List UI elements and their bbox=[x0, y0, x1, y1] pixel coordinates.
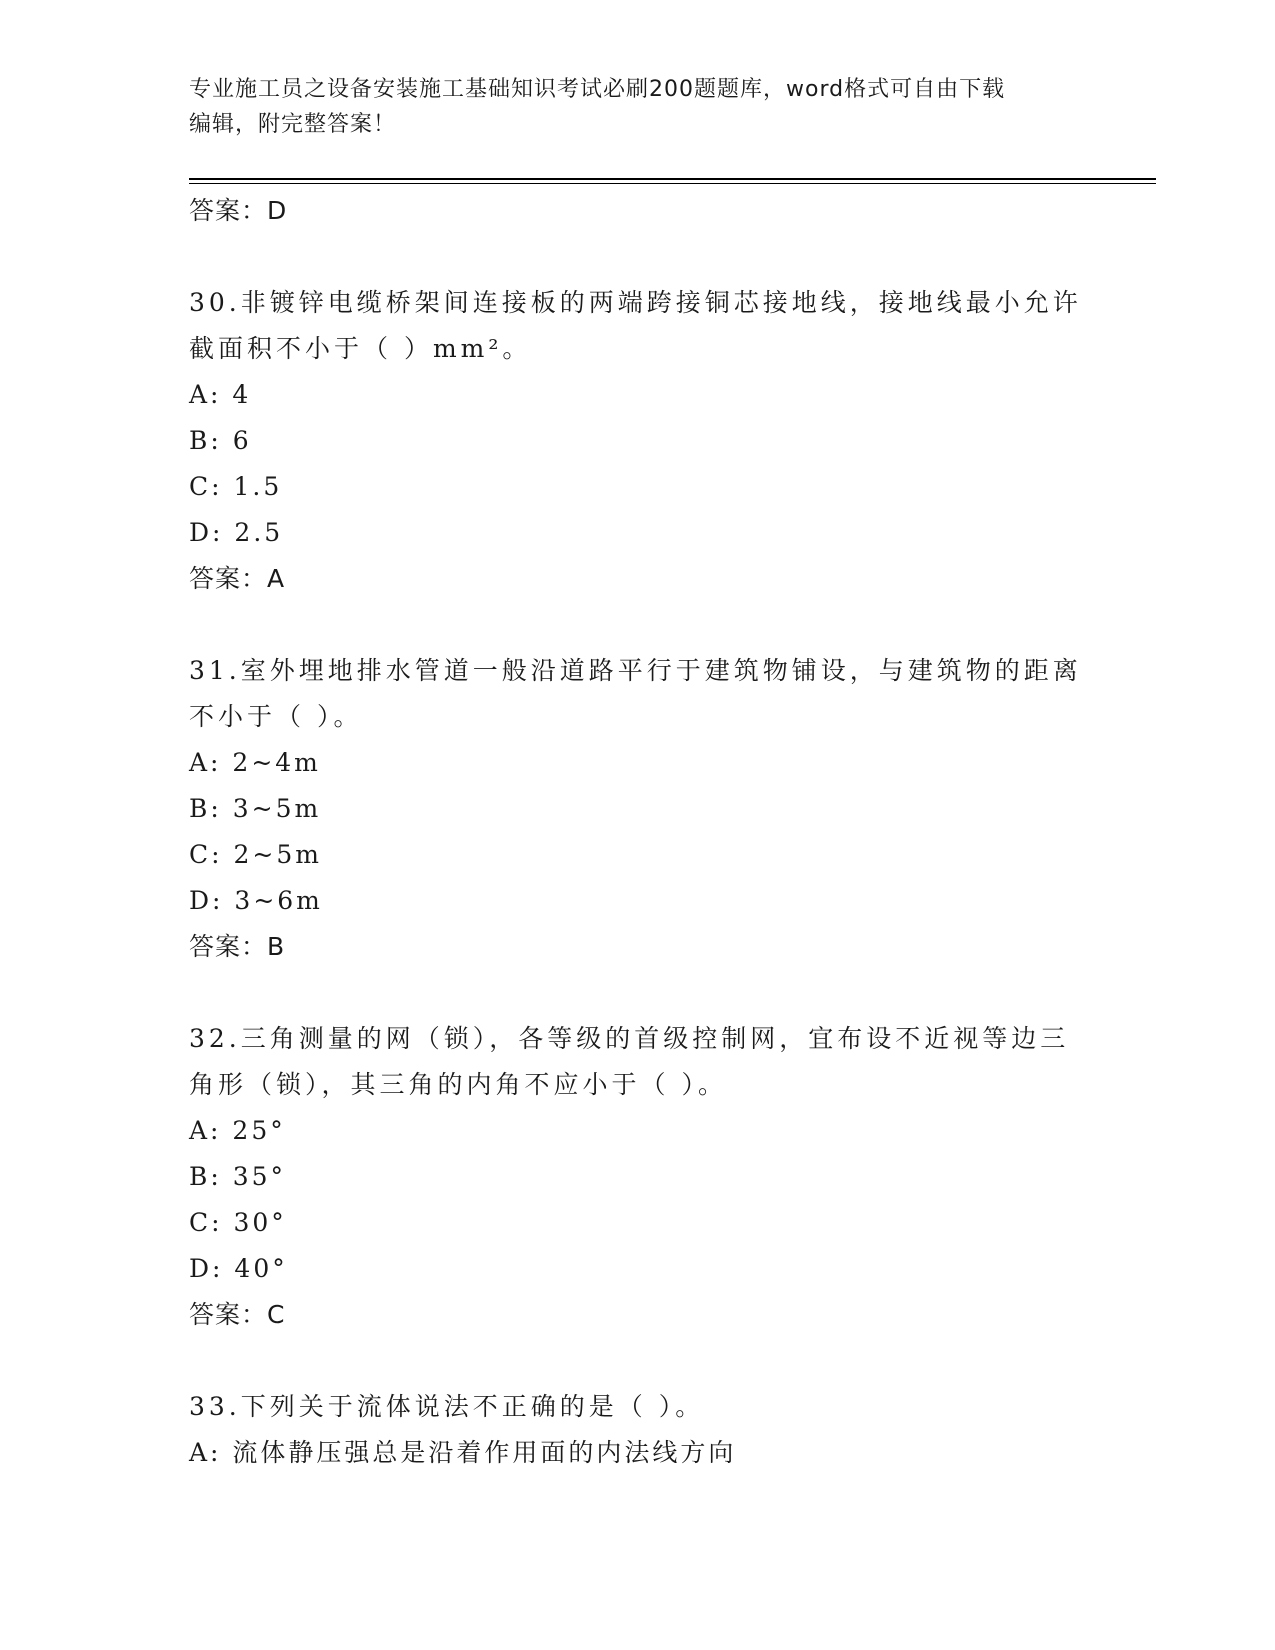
option-a: A: 流体静压强总是沿着作用面的内法线方向 bbox=[189, 1438, 737, 1467]
answer: 答案：A bbox=[189, 564, 286, 593]
question-stem-line-1: 33.下列关于流体说法不正确的是（ ）。 bbox=[189, 1392, 705, 1421]
question-32 bbox=[189, 1016, 1109, 1338]
option-c: C: 30° bbox=[189, 1208, 287, 1237]
answer: 答案：C bbox=[189, 1300, 286, 1329]
question-stem-line-1: 30.非镀锌电缆桥架间连接板的两端跨接铜芯接地线，接地线最小允许 bbox=[189, 288, 1082, 317]
spacer bbox=[189, 234, 1109, 280]
option-a: A: 4 bbox=[189, 380, 252, 409]
question-33 bbox=[189, 1384, 1109, 1476]
question-stem-line-1: 32.三角测量的网（锁），各等级的首级控制网，宜布设不近视等边三 bbox=[189, 1024, 1070, 1053]
previous-answer: 答案：D bbox=[189, 196, 288, 225]
question-31 bbox=[189, 648, 1109, 970]
answer: 答案：B bbox=[189, 932, 286, 961]
option-d: D: 3~6m bbox=[189, 886, 323, 915]
question-30 bbox=[189, 280, 1109, 602]
option-b: B: 6 bbox=[189, 426, 252, 455]
header-divider-thin bbox=[189, 183, 1156, 184]
option-a: A: 25° bbox=[189, 1116, 286, 1145]
option-b: B: 3~5m bbox=[189, 794, 322, 823]
header-line-1: 专业施工员之设备安装施工基础知识考试必刷200题题库，word格式可自由下载 bbox=[189, 77, 1006, 102]
option-c: C: 1.5 bbox=[189, 472, 283, 501]
header-divider-thick bbox=[189, 178, 1156, 180]
document-header bbox=[189, 72, 1089, 142]
question-stem-line-2: 截面积不小于（ ）mm²。 bbox=[189, 334, 532, 363]
question-list bbox=[189, 188, 1109, 1476]
option-d: D: 40° bbox=[189, 1254, 288, 1283]
question-stem-line-1: 31.室外埋地排水管道一般沿道路平行于建筑物铺设，与建筑物的距离 bbox=[189, 656, 1082, 685]
header-line-2: 编辑，附完整答案！ bbox=[189, 112, 397, 137]
option-c: C: 2~5m bbox=[189, 840, 322, 869]
option-d: D: 2.5 bbox=[189, 518, 284, 547]
spacer bbox=[189, 970, 1109, 1016]
option-a: A: 2~4m bbox=[189, 748, 321, 777]
option-b: B: 35° bbox=[189, 1162, 287, 1191]
spacer bbox=[189, 602, 1109, 648]
spacer bbox=[189, 1338, 1109, 1384]
question-stem-line-2: 不小于（ ）。 bbox=[189, 702, 363, 731]
question-stem-line-2: 角形（锁），其三角的内角不应小于（ ）。 bbox=[189, 1070, 727, 1099]
